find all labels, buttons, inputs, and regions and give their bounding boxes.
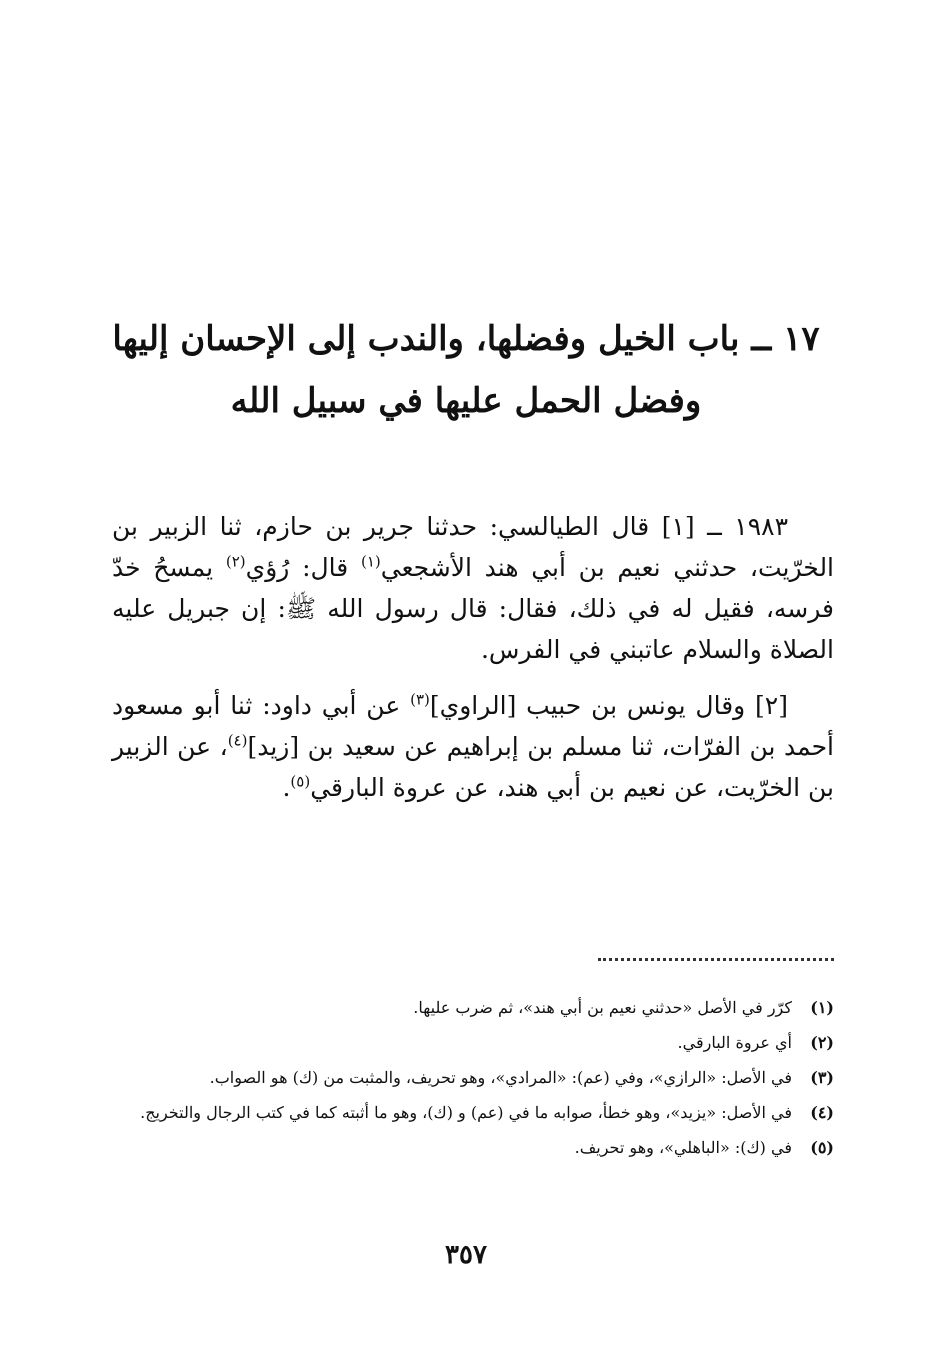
footnote-number: (٤): [810, 1103, 834, 1122]
page-number: ٣٥٧: [445, 1240, 487, 1270]
paragraph-text: يمسحُ خدّ فرسه، فقيل له في ذلك، فقال: قال رسول الله ﷺ: إن جبريل عليه الصلاة والسلام عاتبني في الفرس.: [112, 553, 834, 664]
footnote-text: في الأصل: «يزيد»، وهو خطأ، صوابه ما في (عم) و (ك)، وهو ما أثبته كما في كتب الرجال والتخريج.: [140, 1103, 792, 1122]
footnote-text: في الأصل: «الرازي»، وفي (عم): «المرادي»، وهو تحريف، والمثبت من (ك) هو الصواب.: [209, 1068, 792, 1087]
footnote-2: [112, 1025, 834, 1060]
footnote-1: [112, 990, 834, 1025]
footnote-4: [112, 1095, 834, 1130]
footnote-ref-3: (٣): [410, 690, 430, 709]
footnotes: [112, 990, 834, 1165]
hadith-paragraph-1: [112, 506, 834, 670]
footnote-3: [112, 1060, 834, 1095]
footnote-text: في (ك): «الباهلي»، وهو تحريف.: [574, 1138, 792, 1157]
footnote-number: (٢): [810, 1033, 834, 1052]
paragraph-text: ١٩٨٣ ــ [١] قال الطيالسي: حدثنا جرير بن حازم، ثنا الزبير بن الخرّيت، حدثني نعيم بن أبي هند الأشجعي: [112, 512, 835, 582]
footnote-separator: [598, 958, 834, 961]
hadith-paragraph-2: [112, 685, 834, 808]
footnote-number: (٥): [810, 1138, 834, 1157]
footnote-ref-2: (٢): [225, 552, 246, 571]
paragraph-text: قال: رُؤي: [245, 553, 361, 582]
footnote-ref-1: (١): [360, 552, 381, 571]
chapter-title-line-1: ١٧ ــ باب الخيل وفضلها، والندب إلى الإحسان إليها: [112, 319, 820, 359]
chapter-title-line-2: وفضل الحمل عليها في سبيل الله: [230, 381, 702, 421]
footnote-ref-5: (٥): [290, 772, 311, 791]
footnote-number: (١): [810, 998, 834, 1017]
footnote-number: (٣): [810, 1068, 834, 1087]
paragraph-text: .: [282, 773, 291, 802]
footnote-text: كرّر في الأصل «حدثني نعيم بن أبي هند»، ثم ضرب عليها.: [413, 998, 792, 1017]
footnote-ref-4: (٤): [227, 731, 248, 750]
footnote-5: [112, 1130, 834, 1165]
hadith-text: [112, 506, 834, 823]
paragraph-text: [٢] وقال يونس بن حبيب [الراوي]: [429, 691, 788, 720]
paragraph-text: ، عن الزبير بن الخرّيت، عن نعيم بن أبي هند، عن عروة البارقي: [112, 732, 834, 802]
chapter-title: [100, 308, 832, 432]
footnote-text: أي عروة البارقي.: [677, 1033, 792, 1052]
paragraph-text: عن أبي داود: ثنا أبو مسعود أحمد بن الفرّات، ثنا مسلم بن إبراهيم عن سعيد بن [زيد]: [112, 691, 834, 761]
